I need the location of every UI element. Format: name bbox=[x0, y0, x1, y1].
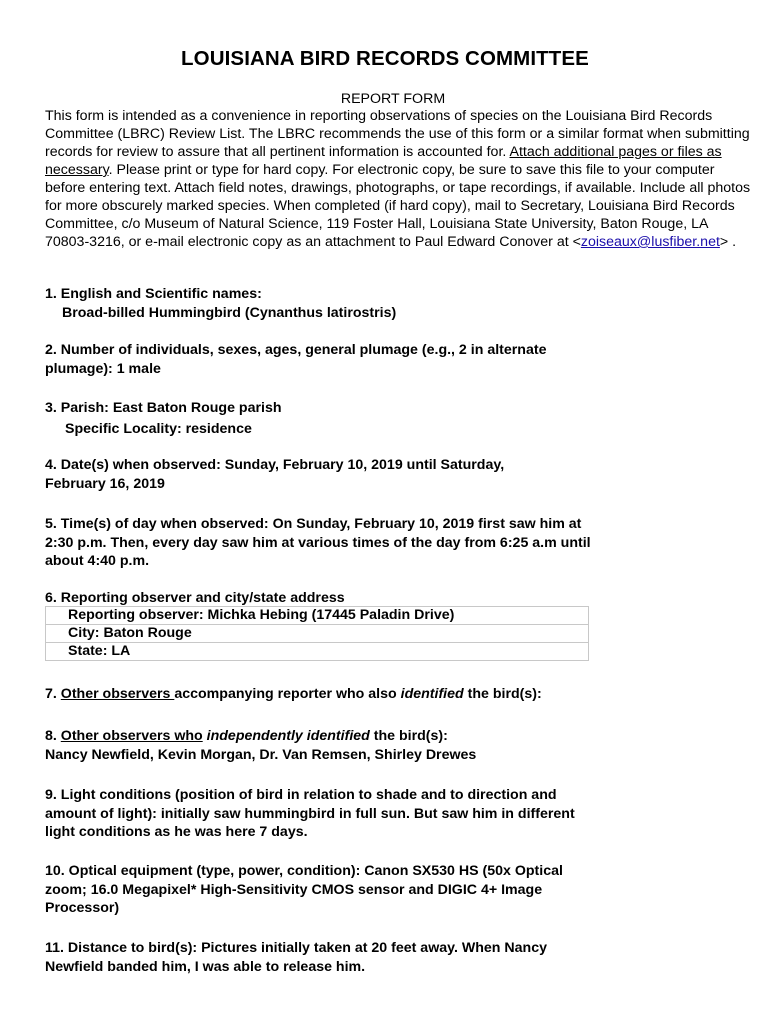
parish-line: 3. Parish: East Baton Rouge parish bbox=[45, 400, 282, 416]
section-7-other-observers: 7. Other observers accompanying reporter who also identified the bird(s): bbox=[45, 686, 542, 702]
committee-title: LOUISIANA BIRD RECORDS COMMITTEE bbox=[181, 47, 589, 70]
intro-text-3: > . bbox=[719, 234, 737, 250]
observer-city: City: Baton Rouge bbox=[46, 625, 589, 643]
closing-paren: ) bbox=[391, 304, 397, 321]
section-6-label: 6. Reporting observer and city/state address bbox=[45, 590, 345, 606]
species-name bbox=[45, 304, 645, 323]
independent-observer-names: Nancy Newfield, Kevin Morgan, Dr. Van Remsen, Shirley Drewes bbox=[45, 746, 477, 763]
section-2-individuals: 2. Number of individuals, sexes, ages, general plumage (e.g., 2 in alternate plumage): 1 male bbox=[45, 342, 547, 377]
section-5-times: 5. Time(s) of day when observed: On Sunday, February 10, 2019 first saw him at 2:30 p.m. Then, every day saw him at various times of the day from 6:25 a.m until about 4:40 p.m. bbox=[45, 516, 591, 569]
common-name: Broad-billed Hummingbird ( bbox=[62, 304, 250, 321]
reporting-observer: Reporting observer: Michka Hebing (17445 Paladin Drive) bbox=[46, 607, 589, 625]
section-10-optics: 10. Optical equipment (type, power, condition): Canon SX530 HS (50x Optical zoom; 16.0 Megapixel* High-Sensitivity CMOS sensor and DIGIC 4+ Image Processor) bbox=[45, 863, 563, 916]
section-11-distance: 11. Distance to bird(s): Pictures initially taken at 20 feet away. When Nancy Newfield banded him, I was able to release him. bbox=[45, 940, 547, 975]
intro-text-1: This form is intended as a convenience in reporting observations of species on the Louisiana Bird Records Committee (LBRC) Review List. The LBRC recommends the use of this form or a similar format when submitting records for review to assure that all pertinent information is accounted for. bbox=[45, 108, 750, 160]
section-3-parish bbox=[45, 399, 645, 438]
section-9-light: 9. Light conditions (position of bird in relation to shade and to direction and amount of light): initially saw hummingbird in full sun. But saw him in different light conditions as he was here 7 days. bbox=[45, 787, 575, 840]
section-1-names bbox=[45, 285, 645, 322]
intro-text-2: . Please print or type for hard copy. For electronic copy, be sure to save this file to your computer before entering text. Attach field notes, drawings, photographs, or tape recordings, if available. Include all photos for more obscurely marked species. When completed (if hard copy), mail to Secretary, Louisiana Bird Records Committee, c/o Museum of Natural Science, 119 Foster Hall, Louisiana State University, Baton Rouge, LA 70803-3216, or e-mail electronic copy as an attachment to Paul Edward Conover at < bbox=[45, 162, 751, 250]
section-8-independent-observers bbox=[45, 727, 645, 764]
locality-line: Specific Locality: residence bbox=[65, 420, 252, 437]
section-1-label: 1. English and Scientific names: bbox=[45, 286, 262, 302]
section-4-dates: 4. Date(s) when observed: Sunday, February 10, 2019 until Saturday, February 16, 2019 bbox=[45, 457, 505, 492]
section-8-label: 8. Other observers who independently identified the bird(s): bbox=[45, 728, 448, 744]
scientific-name: Cynanthus latirostris bbox=[249, 304, 392, 321]
observer-state: State: LA bbox=[46, 643, 589, 661]
attach-note: Attach additional pages or files as necessary bbox=[45, 144, 722, 178]
intro-paragraph bbox=[45, 107, 755, 251]
email-link[interactable]: zoiseaux@lusfiber.net bbox=[580, 234, 720, 250]
form-subtitle: REPORT FORM bbox=[340, 91, 446, 107]
observer-table bbox=[45, 606, 589, 661]
